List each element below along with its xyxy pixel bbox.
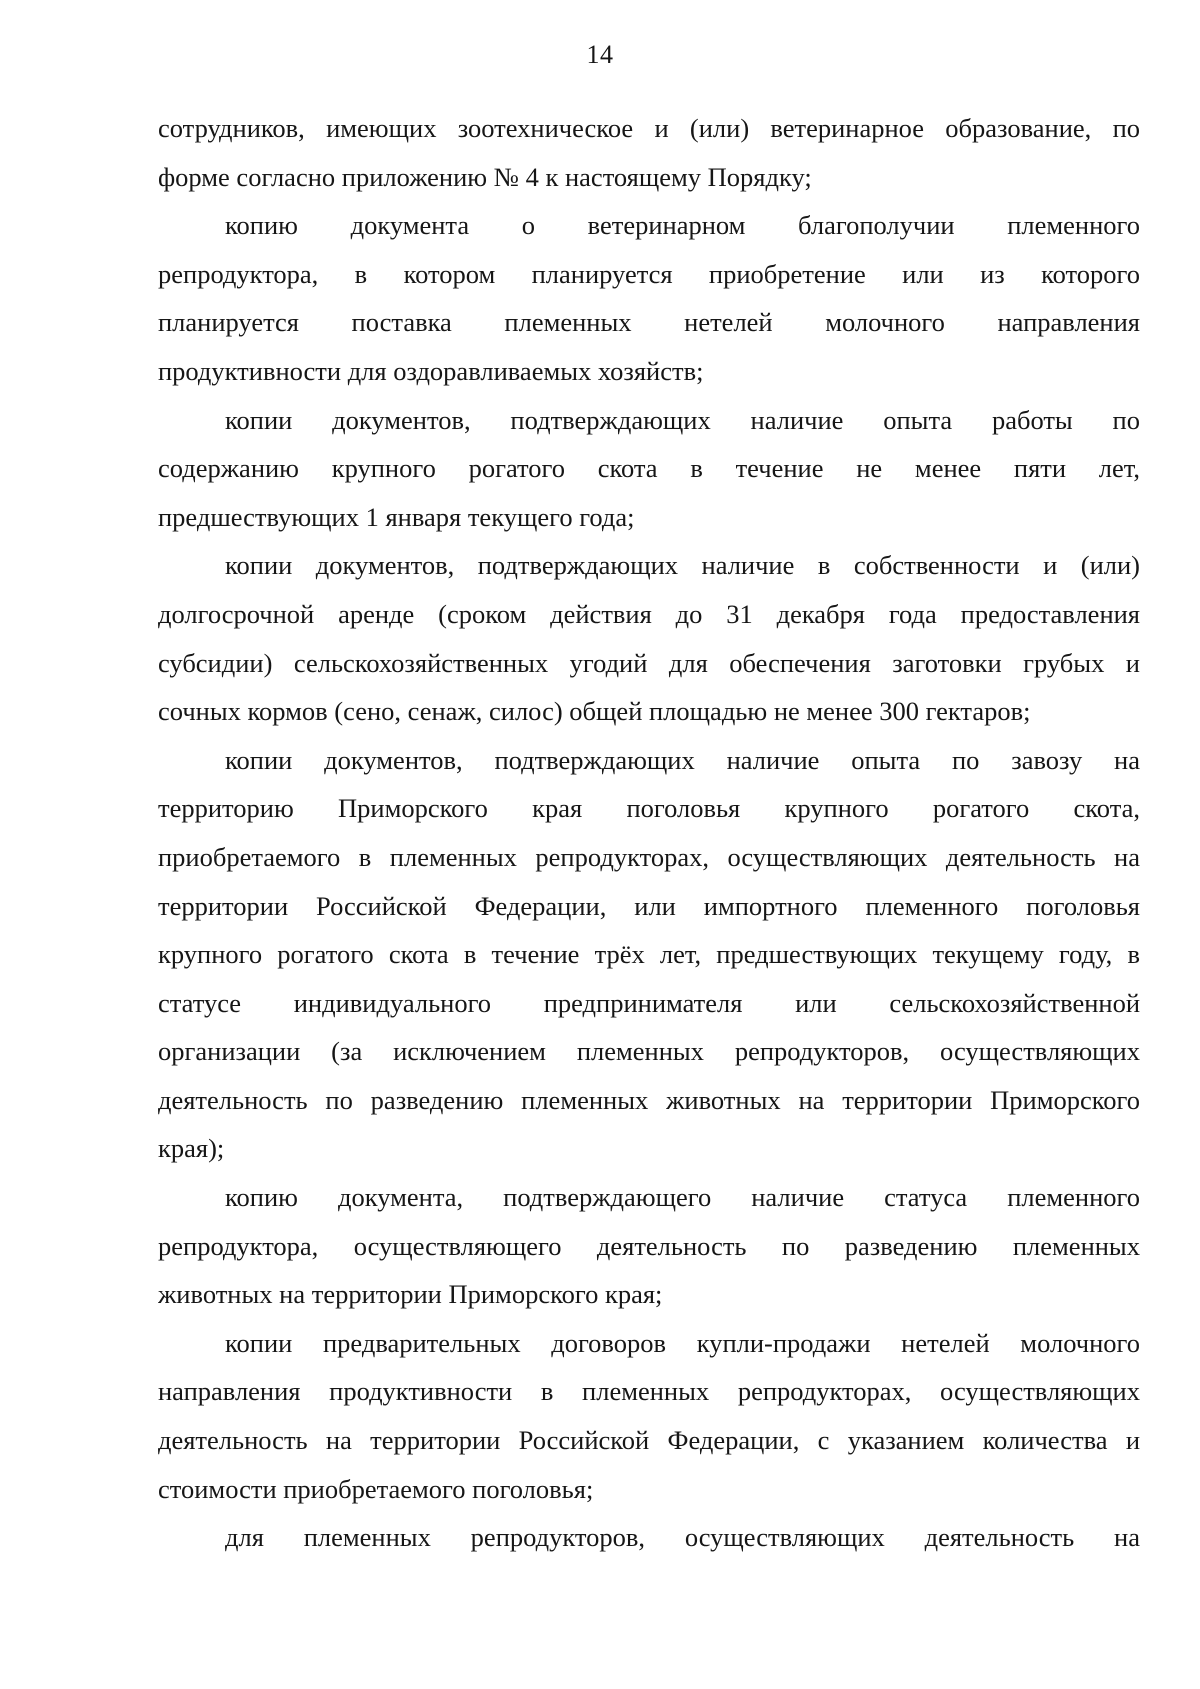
- text-line: репродуктора, осуществляющего деятельность по разведению племенных: [158, 1230, 1140, 1261]
- text-line: крупного рогатого скота в течение трёх лет, предшествующих текущему году, в: [158, 939, 1140, 970]
- text-line: копию документа о ветеринарном благополучии племенного: [225, 210, 1140, 241]
- text-line: сотрудников, имеющих зоотехническое и (или) ветеринарное образование, по: [158, 113, 1140, 143]
- text-line: деятельность по разведению племенных животных на территории Приморского: [158, 1084, 1140, 1115]
- text-line: копию документа, подтверждающего наличие статуса племенного: [225, 1182, 1140, 1213]
- text-line: планируется поставка племенных нетелей молочного направления: [158, 307, 1140, 338]
- text-line: копии документов, подтверждающих наличие опыта по завозу на: [225, 744, 1140, 775]
- text-line: для племенных репродукторов, осуществляющих деятельность на: [225, 1522, 1140, 1553]
- text-line: края);: [158, 1133, 225, 1164]
- text-line: репродуктора, в котором планируется приобретение или из которого: [158, 258, 1140, 289]
- text-line: форме согласно приложению № 4 к настоящему Порядку;: [158, 161, 812, 192]
- body-text: [158, 104, 1140, 1562]
- text-line: сочных кормов (сено, сенаж, силос) общей площадью не менее 300 гектаров;: [158, 696, 1031, 727]
- text-line: продуктивности для оздоравливаемых хозяйств;: [158, 355, 704, 386]
- text-line: животных на территории Приморского края;: [158, 1279, 663, 1310]
- text-line: приобретаемого в племенных репродукторах, осуществляющих деятельность на: [158, 841, 1140, 872]
- text-line: стоимости приобретаемого поголовья;: [158, 1473, 594, 1504]
- text-line: территорию Приморского края поголовья крупного рогатого скота,: [158, 793, 1140, 824]
- text-line: долгосрочной аренде (сроком действия до 31 декабря года предоставления: [158, 598, 1140, 629]
- text-line: деятельность на территории Российской Федерации, с указанием количества и: [158, 1425, 1140, 1456]
- text-line: предшествующих 1 января текущего года;: [158, 501, 635, 532]
- page-number: 14: [586, 40, 614, 69]
- text-line: копии предварительных договоров купли-продажи нетелей молочного: [225, 1327, 1140, 1358]
- text-line: направления продуктивности в племенных репродукторах, осуществляющих: [158, 1376, 1140, 1407]
- text-line: субсидии) сельскохозяйственных угодий для обеспечения заготовки грубых и: [158, 647, 1140, 678]
- text-line: копии документов, подтверждающих наличие опыта работы по: [225, 404, 1140, 435]
- text-line: содержанию крупного рогатого скота в течение не менее пяти лет,: [158, 453, 1140, 484]
- text-line: организации (за исключением племенных репродукторов, осуществляющих: [158, 1036, 1140, 1067]
- text-line: копии документов, подтверждающих наличие в собственности и (или): [225, 550, 1140, 581]
- text-line: территории Российской Федерации, или импортного племенного поголовья: [158, 890, 1140, 921]
- text-line: статусе индивидуального предпринимателя или сельскохозяйственной: [158, 987, 1140, 1018]
